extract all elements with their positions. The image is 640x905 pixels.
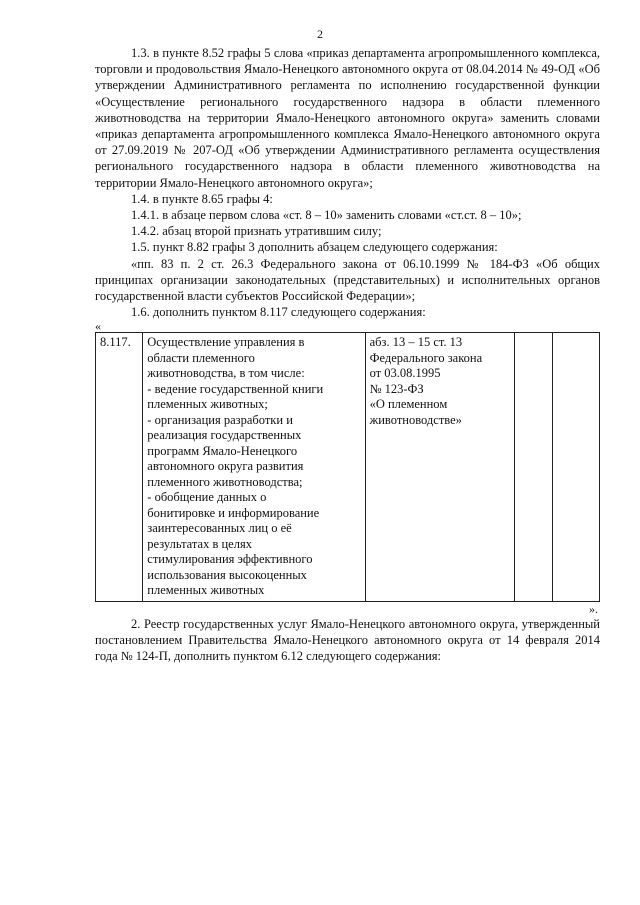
law-line: № 123-ФЗ: [369, 381, 424, 396]
name-line: Осуществление управления в: [147, 335, 305, 350]
name-line: бонитировке и информирование: [147, 505, 320, 520]
paragraph-1-4: 1.4. в пункте 8.65 графы 4:: [131, 191, 273, 206]
name-line: - организация разработки и: [147, 412, 293, 427]
name-line: животноводства, в том числе:: [147, 366, 305, 381]
table-open-quote: «: [95, 319, 101, 334]
table-close-quote: ».: [589, 601, 598, 616]
law-line: от 03.08.1995: [369, 366, 441, 381]
name-line: племенных животных;: [147, 397, 268, 412]
name-line: племенного животноводства;: [147, 474, 303, 489]
name-line: - обобщение данных о: [147, 490, 267, 505]
paragraph-1-5-text: «пп. 83 п. 2 ст. 26.3 Федерального закона от 06.10.1999 № 184-ФЗ «Об общих принципах организации законодательных (представительных) и исполнительных органов государственной власти субъектов Российской Федерации»;: [95, 256, 600, 304]
name-line: - ведение государственной книги: [147, 381, 324, 396]
paragraph-1-4-2: 1.4.2. абзац второй признать утратившим силу;: [131, 224, 382, 239]
name-line: стимулирования эффективного: [147, 552, 313, 567]
name-line: области племенного: [147, 350, 255, 365]
row-empty-cell-1: [515, 333, 552, 602]
name-line: племенных животных: [147, 583, 265, 598]
name-line: автономного округа развития: [147, 459, 304, 474]
paragraph-1-3: 1.3. в пункте 8.52 графы 5 слова «приказ департамента агропромышленного комплекса, торговли и продовольствия Ямало-Ненецкого автономного округа от 08.04.2014 № 49-ОД «Об утверждении Административного регламента по исполнению государственной функции «Осуществление регионального государственного надзора в области племенного животноводства на территории Ямало-Ненецкого автономного округа» заменить словами «приказ департамента агропромышленного комплекса Ямало-Ненецкого автономного округа от 27.09.2019 № 207-ОД «Об утверждении Административного регламента осуществления регионального государственного надзора в области племенного животноводства на территории Ямало-Ненецкого автономного округа»;: [95, 46, 600, 190]
paragraph-1-6: 1.6. дополнить пунктом 8.117 следующего содержания:: [131, 305, 426, 320]
name-line: реализация государственных: [147, 428, 302, 443]
law-line: абз. 13 – 15 ст. 13: [369, 335, 463, 350]
name-line: программ Ямало-Ненецкого: [147, 443, 298, 458]
page-number: 2: [317, 27, 323, 41]
paragraph-1-5: 1.5. пункт 8.82 графы 3 дополнить абзацем следующего содержания:: [131, 240, 498, 255]
law-line: «О племенном: [369, 397, 448, 412]
paragraph-2: 2. Реестр государственных услуг Ямало-Ненецкого автономного округа, утвержденный постановлением Правительства Ямало-Ненецкого автономного округа от 14 февраля 2014 года № 124-П, дополнить пунктом 6.12 следующего содержания:: [95, 616, 600, 664]
document-body: [95, 45, 600, 665]
row-name-cell: [143, 333, 365, 602]
law-line: животноводстве»: [369, 412, 462, 427]
law-line: Федерального закона: [369, 350, 483, 365]
row-empty-cell-2: [552, 333, 599, 602]
row-number-cell: 8.117.: [96, 333, 143, 602]
name-line: результатах в целях: [147, 536, 252, 551]
name-line: использования высокоценных: [147, 567, 307, 582]
row-law-cell: [365, 333, 515, 602]
amendment-table: [95, 332, 600, 602]
name-line: заинтересованных лиц о её: [147, 521, 292, 536]
table-row: [96, 333, 600, 602]
paragraph-1-4-1: 1.4.1. в абзаце первом слова «ст. 8 – 10» заменить словами «ст.ст. 8 – 10»;: [131, 208, 522, 223]
